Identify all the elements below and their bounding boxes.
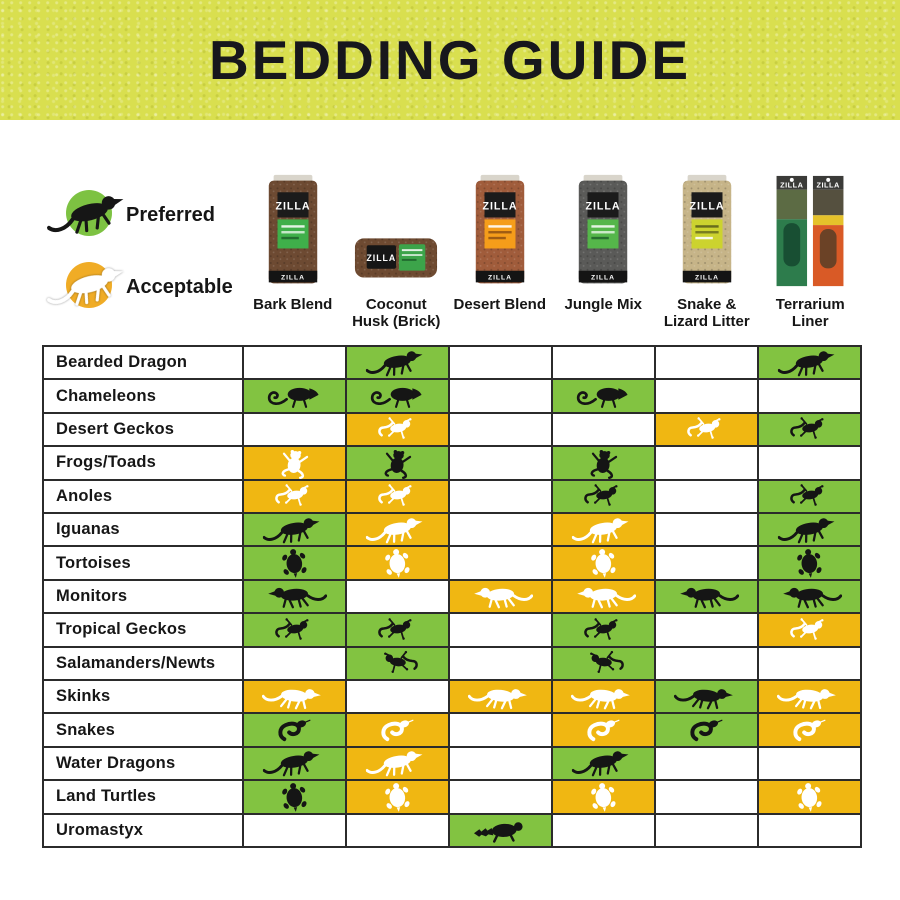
lizard-icon	[363, 347, 431, 378]
turtle-icon	[795, 547, 825, 578]
cell-desert-geckos-bark-blend	[244, 414, 345, 445]
cell-tropical-geckos-terrarium-liner	[759, 614, 860, 645]
row-label-skinks: Skinks	[44, 681, 242, 712]
cell-water-dragons-jungle-mix	[553, 748, 654, 779]
cell-land-turtles-jungle-mix	[553, 781, 654, 812]
cell-tropical-geckos-jungle-mix	[553, 614, 654, 645]
cell-iguanas-bark-blend	[244, 514, 345, 545]
cell-anoles-snake-lizard-litter	[656, 481, 757, 512]
monitor-icon	[261, 581, 328, 612]
product-label-bark-blend: Bark Blend	[253, 296, 333, 313]
legend-acceptable	[46, 254, 236, 318]
gecko-icon	[273, 481, 317, 512]
cell-monitors-bark-blend	[244, 581, 345, 612]
cell-monitors-snake-lizard-litter	[656, 581, 757, 612]
cell-skinks-desert-blend	[450, 681, 551, 712]
cell-tortoises-snake-lizard-litter	[656, 547, 757, 578]
cell-iguanas-coconut-husk-brick	[347, 514, 448, 545]
brand-text: ZILLA	[694, 274, 719, 282]
skink-icon	[467, 681, 534, 712]
cell-tortoises-coconut-husk-brick	[347, 547, 448, 578]
lizard-icon	[569, 514, 637, 545]
lizard-icon	[569, 748, 637, 779]
cell-anoles-bark-blend	[244, 481, 345, 512]
cell-iguanas-snake-lizard-litter	[656, 514, 757, 545]
cell-monitors-terrarium-liner	[759, 581, 860, 612]
cell-anoles-terrarium-liner	[759, 481, 860, 512]
monitor-icon	[570, 581, 637, 612]
cell-tropical-geckos-desert-blend	[450, 614, 551, 645]
brand-text: ZILLA	[585, 200, 621, 213]
row-label-bearded-dragon: Bearded Dragon	[44, 347, 242, 378]
turtle-icon	[795, 781, 825, 812]
row-label-anoles: Anoles	[44, 481, 242, 512]
cell-desert-geckos-snake-lizard-litter	[656, 414, 757, 445]
snake-icon	[380, 716, 414, 744]
product-label-jungle-mix: Jungle Mix	[564, 296, 642, 313]
cell-snakes-bark-blend	[244, 714, 345, 745]
cell-anoles-coconut-husk-brick	[347, 481, 448, 512]
cell-chameleons-bark-blend	[244, 380, 345, 411]
gecko-icon	[788, 414, 832, 445]
cell-skinks-terrarium-liner	[759, 681, 860, 712]
product-label-snake-lizard-litter: Snake & Lizard Litter	[663, 296, 750, 330]
brand-text: ZILLA	[487, 274, 512, 282]
cell-land-turtles-snake-lizard-litter	[656, 781, 757, 812]
cell-salamanders-newts-coconut-husk-brick	[347, 648, 448, 679]
cell-frogs-toads-desert-blend	[450, 447, 551, 478]
cell-land-turtles-coconut-husk-brick	[347, 781, 448, 812]
cell-desert-geckos-terrarium-liner	[759, 414, 860, 445]
cell-desert-geckos-jungle-mix	[553, 414, 654, 445]
legend-preferred	[46, 182, 236, 246]
cell-water-dragons-coconut-husk-brick	[347, 748, 448, 779]
brand-text: ZILLA	[280, 274, 305, 282]
cell-skinks-jungle-mix	[553, 681, 654, 712]
snake-lizard-litter-package	[676, 164, 738, 292]
brand-text: ZILLA	[780, 180, 804, 190]
cell-chameleons-desert-blend	[450, 380, 551, 411]
brand-text: ZILLA	[816, 180, 841, 190]
product-jungle-mix	[552, 164, 656, 330]
chameleon-icon	[575, 383, 631, 409]
product-coconut-husk	[345, 164, 449, 330]
cell-salamanders-newts-terrarium-liner	[759, 648, 860, 679]
cell-skinks-bark-blend	[244, 681, 345, 712]
lizard-icon	[363, 514, 431, 545]
row-label-land-turtles: Land Turtles	[44, 781, 242, 812]
cell-chameleons-coconut-husk-brick	[347, 380, 448, 411]
gecko-icon	[376, 614, 420, 645]
cell-tropical-geckos-snake-lizard-litter	[656, 614, 757, 645]
gecko-icon	[376, 481, 420, 512]
cell-uromastyx-coconut-husk-brick	[347, 815, 448, 846]
cell-bearded-dragon-bark-blend	[244, 347, 345, 378]
lizard-icon	[260, 748, 328, 779]
turtle-icon	[589, 781, 619, 812]
cell-bearded-dragon-coconut-husk-brick	[347, 347, 448, 378]
preferred-label: Preferred	[126, 204, 215, 226]
cell-water-dragons-snake-lizard-litter	[656, 748, 757, 779]
row-label-salamanders-newts: Salamanders/Newts	[44, 648, 242, 679]
bedding-matrix-table	[42, 345, 862, 848]
brand-text: ZILLA	[275, 200, 311, 213]
bark-blend-package	[262, 164, 324, 292]
cell-chameleons-jungle-mix	[553, 380, 654, 411]
cell-frogs-toads-jungle-mix	[553, 447, 654, 478]
cell-snakes-coconut-husk-brick	[347, 714, 448, 745]
chameleon-icon	[266, 383, 322, 409]
skink-icon	[570, 681, 637, 712]
cell-iguanas-jungle-mix	[553, 514, 654, 545]
cell-monitors-coconut-husk-brick	[347, 581, 448, 612]
snake-icon	[689, 716, 723, 744]
brand-text: ZILLA	[689, 200, 725, 213]
row-label-desert-geckos: Desert Geckos	[44, 414, 242, 445]
product-label-terrarium-liner: Terrarium Liner	[775, 296, 845, 330]
cell-chameleons-terrarium-liner	[759, 380, 860, 411]
acceptable-label: Acceptable	[126, 276, 233, 298]
chameleon-icon	[369, 383, 425, 409]
cell-bearded-dragon-snake-lizard-litter	[656, 347, 757, 378]
row-label-uromastyx: Uromastyx	[44, 815, 242, 846]
cell-bearded-dragon-jungle-mix	[553, 347, 654, 378]
gecko-icon	[376, 414, 420, 445]
coconut-husk-package	[353, 164, 439, 292]
cell-monitors-jungle-mix	[553, 581, 654, 612]
cell-anoles-jungle-mix	[553, 481, 654, 512]
cell-tortoises-jungle-mix	[553, 547, 654, 578]
cell-iguanas-desert-blend	[450, 514, 551, 545]
brand-text: ZILLA	[482, 200, 518, 213]
desert-blend-package	[469, 164, 531, 292]
product-terrarium-liner	[759, 164, 863, 330]
cell-anoles-desert-blend	[450, 481, 551, 512]
product-label-desert-blend: Desert Blend	[453, 296, 547, 313]
cell-uromastyx-bark-blend	[244, 815, 345, 846]
monitor-icon	[673, 581, 740, 612]
cell-snakes-desert-blend	[450, 714, 551, 745]
turtle-icon	[280, 781, 310, 812]
cell-desert-geckos-desert-blend	[450, 414, 551, 445]
gecko-icon	[582, 614, 626, 645]
cell-uromastyx-jungle-mix	[553, 815, 654, 846]
skink-icon	[673, 681, 740, 712]
cell-uromastyx-desert-blend	[450, 815, 551, 846]
cell-frogs-toads-terrarium-liner	[759, 447, 860, 478]
cell-desert-geckos-coconut-husk-brick	[347, 414, 448, 445]
cell-tropical-geckos-bark-blend	[244, 614, 345, 645]
cell-skinks-snake-lizard-litter	[656, 681, 757, 712]
salamander-icon	[581, 648, 626, 679]
jungle-mix-package	[572, 164, 634, 292]
row-label-frogs-toads: Frogs/Toads	[44, 447, 242, 478]
cell-frogs-toads-bark-blend	[244, 447, 345, 478]
row-label-monitors: Monitors	[44, 581, 242, 612]
row-label-iguanas: Iguanas	[44, 514, 242, 545]
cell-land-turtles-desert-blend	[450, 781, 551, 812]
cell-snakes-terrarium-liner	[759, 714, 860, 745]
frog-icon	[381, 447, 414, 478]
skink-icon	[776, 681, 843, 712]
row-label-chameleons: Chameleons	[44, 380, 242, 411]
turtle-icon	[280, 547, 310, 578]
cell-salamanders-newts-snake-lizard-litter	[656, 648, 757, 679]
cell-tortoises-desert-blend	[450, 547, 551, 578]
row-label-water-dragons: Water Dragons	[44, 748, 242, 779]
row-label-snakes: Snakes	[44, 714, 242, 745]
row-label-tropical-geckos: Tropical Geckos	[44, 614, 242, 645]
gecko-icon	[788, 481, 832, 512]
cell-snakes-snake-lizard-litter	[656, 714, 757, 745]
title-banner	[0, 0, 900, 120]
snake-icon	[792, 716, 826, 744]
brand-text: ZILLA	[591, 274, 616, 282]
turtle-icon	[383, 781, 413, 812]
frog-icon	[587, 447, 620, 478]
product-header-row	[241, 164, 862, 330]
gecko-icon	[273, 614, 317, 645]
uromastyx-icon	[471, 816, 529, 845]
cell-water-dragons-desert-blend	[450, 748, 551, 779]
turtle-icon	[589, 547, 619, 578]
lizard-icon	[363, 748, 431, 779]
lizard-icon	[775, 514, 843, 545]
product-snake-lizard-litter	[655, 164, 759, 330]
cell-tortoises-bark-blend	[244, 547, 345, 578]
cell-uromastyx-terrarium-liner	[759, 815, 860, 846]
gecko-icon	[582, 481, 626, 512]
legend	[46, 182, 236, 326]
product-desert-blend	[448, 164, 552, 330]
lizard-icon	[775, 347, 843, 378]
page-title: BEDDING GUIDE	[208, 29, 692, 91]
cell-land-turtles-bark-blend	[244, 781, 345, 812]
cell-chameleons-snake-lizard-litter	[656, 380, 757, 411]
terrarium-liner-package	[774, 164, 846, 292]
cell-iguanas-terrarium-liner	[759, 514, 860, 545]
cell-uromastyx-snake-lizard-litter	[656, 815, 757, 846]
lizard-icon	[260, 514, 328, 545]
cell-salamanders-newts-desert-blend	[450, 648, 551, 679]
cell-water-dragons-terrarium-liner	[759, 748, 860, 779]
cell-frogs-toads-coconut-husk-brick	[347, 447, 448, 478]
snake-icon	[586, 716, 620, 744]
skink-icon	[261, 681, 328, 712]
monitor-icon	[467, 581, 534, 612]
cell-bearded-dragon-desert-blend	[450, 347, 551, 378]
cell-water-dragons-bark-blend	[244, 748, 345, 779]
cell-bearded-dragon-terrarium-liner	[759, 347, 860, 378]
cell-monitors-desert-blend	[450, 581, 551, 612]
cell-salamanders-newts-bark-blend	[244, 648, 345, 679]
cell-snakes-jungle-mix	[553, 714, 654, 745]
gecko-icon	[788, 614, 832, 645]
monitor-icon	[776, 581, 843, 612]
frog-icon	[278, 447, 311, 478]
cell-land-turtles-terrarium-liner	[759, 781, 860, 812]
cell-tropical-geckos-coconut-husk-brick	[347, 614, 448, 645]
turtle-icon	[383, 547, 413, 578]
cell-frogs-toads-snake-lizard-litter	[656, 447, 757, 478]
row-label-tortoises: Tortoises	[44, 547, 242, 578]
cell-tortoises-terrarium-liner	[759, 547, 860, 578]
salamander-icon	[375, 648, 420, 679]
cell-salamanders-newts-jungle-mix	[553, 648, 654, 679]
brand-text: ZILLA	[366, 252, 397, 263]
cell-skinks-coconut-husk-brick	[347, 681, 448, 712]
snake-icon	[277, 716, 311, 744]
product-bark-blend	[241, 164, 345, 330]
product-label-coconut-husk: Coconut Husk (Brick)	[352, 296, 441, 330]
gecko-icon	[685, 414, 729, 445]
